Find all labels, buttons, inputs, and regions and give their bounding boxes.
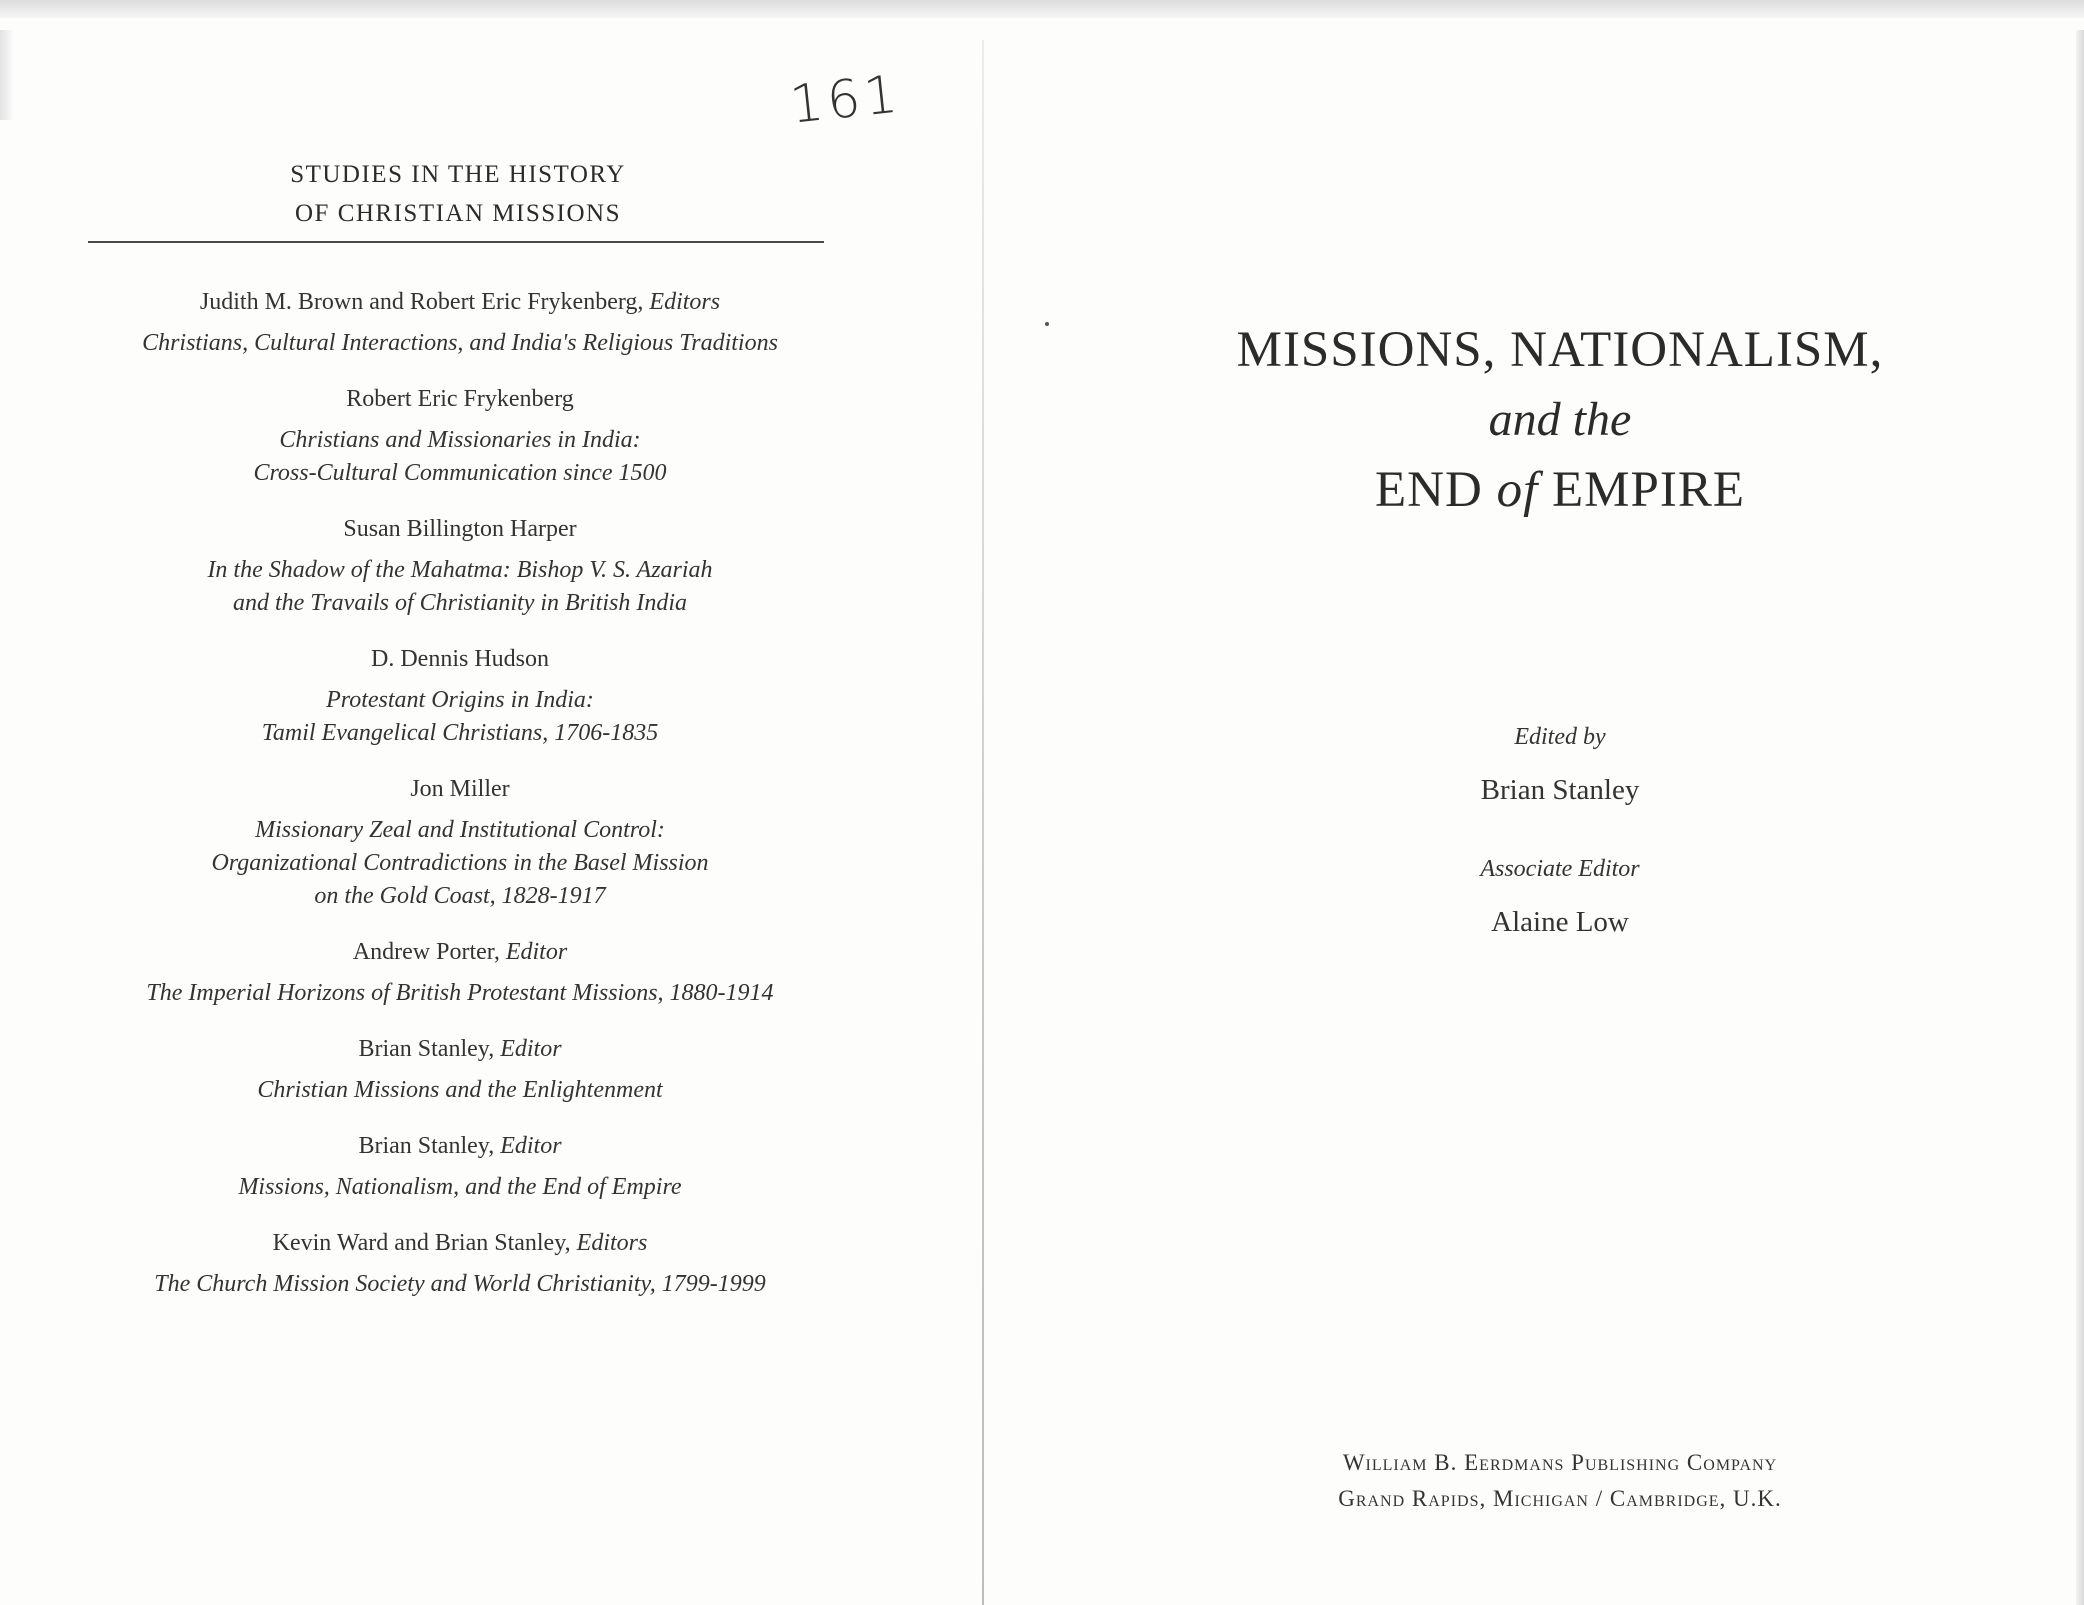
list-item bbox=[60, 512, 860, 620]
entry-title: Christians and Missionaries in India: Cross-Cultural Communication since 1500 bbox=[253, 427, 667, 486]
list-item bbox=[60, 382, 860, 490]
entry-title: Christian Missions and the Enlightenment bbox=[257, 1077, 663, 1103]
publisher-name: William B. Eerdmans Publishing Company bbox=[1342, 1450, 1778, 1475]
entry-title: Christians, Cultural Interactions, and India's Religious Traditions bbox=[142, 330, 778, 356]
list-item bbox=[60, 285, 860, 360]
entry-title: Missions, Nationalism, and the End of Empire bbox=[238, 1174, 682, 1200]
entry-author: Brian Stanley, Editor bbox=[358, 1036, 562, 1062]
list-item bbox=[60, 1129, 860, 1204]
title-line3: END of EMPIRE bbox=[1374, 462, 1746, 518]
entry-author: Brian Stanley, Editor bbox=[358, 1133, 562, 1159]
entry-author: Andrew Porter, Editor bbox=[352, 939, 568, 965]
handwritten-page-number: 161 bbox=[787, 64, 905, 136]
entry-title: The Church Mission Society and World Christianity, 1799-1999 bbox=[154, 1271, 766, 1297]
left-page-series-list bbox=[60, 60, 910, 1560]
entry-title: Protestant Origins in India: Tamil Evangelical Christians, 1706-1835 bbox=[261, 687, 659, 746]
scan-left-shadow bbox=[0, 30, 14, 120]
series-heading-line1: STUDIES IN THE HISTORY bbox=[290, 161, 626, 188]
list-item bbox=[60, 1032, 860, 1107]
list-item bbox=[60, 935, 860, 1010]
scan-speck bbox=[1045, 322, 1049, 326]
page-right-edge bbox=[2076, 30, 2084, 1605]
title-line1: MISSIONS, NATIONALISM, bbox=[1236, 322, 1884, 378]
right-page-title bbox=[1090, 60, 2030, 1560]
publisher-location: Grand Rapids, Michigan / Cambridge, U.K. bbox=[1338, 1486, 1782, 1511]
series-entries bbox=[60, 285, 860, 1323]
scan-top-shadow bbox=[0, 0, 2084, 18]
entry-author: Kevin Ward and Brian Stanley, Editors bbox=[272, 1230, 648, 1256]
associate-editor-name: Alaine Low bbox=[1491, 906, 1629, 938]
entry-title: Missionary Zeal and Institutional Control: Organizational Contradictions in the Basel Mission on the Gold Coast, 1828-1917 bbox=[211, 817, 709, 909]
book-title bbox=[1090, 315, 2030, 525]
series-heading bbox=[88, 155, 828, 233]
edited-by-label: Edited by bbox=[1514, 724, 1606, 750]
publisher-imprint bbox=[1090, 1445, 2030, 1517]
entry-author: Susan Billington Harper bbox=[343, 516, 577, 542]
entry-author: Jon Miller bbox=[410, 776, 510, 802]
entry-title: The Imperial Horizons of British Protestant Missions, 1880-1914 bbox=[146, 980, 774, 1006]
entry-author: D. Dennis Hudson bbox=[371, 646, 549, 672]
associate-editor-label: Associate Editor bbox=[1480, 856, 1640, 882]
editor-credits bbox=[1090, 720, 2030, 942]
series-heading-rule bbox=[88, 241, 824, 243]
entry-title: In the Shadow of the Mahatma: Bishop V. S. Azariah and the Travails of Christianity in British India bbox=[207, 557, 713, 616]
series-heading-line2: OF CHRISTIAN MISSIONS bbox=[295, 200, 621, 227]
list-item bbox=[60, 772, 860, 913]
title-line2: and the bbox=[1488, 393, 1632, 446]
book-gutter bbox=[982, 40, 984, 1605]
entry-author: Judith M. Brown and Robert Eric Frykenberg, Editors bbox=[199, 289, 721, 315]
list-item bbox=[60, 642, 860, 750]
entry-author: Robert Eric Frykenberg bbox=[346, 386, 574, 412]
list-item bbox=[60, 1226, 860, 1301]
editor-name: Brian Stanley bbox=[1480, 774, 1640, 806]
